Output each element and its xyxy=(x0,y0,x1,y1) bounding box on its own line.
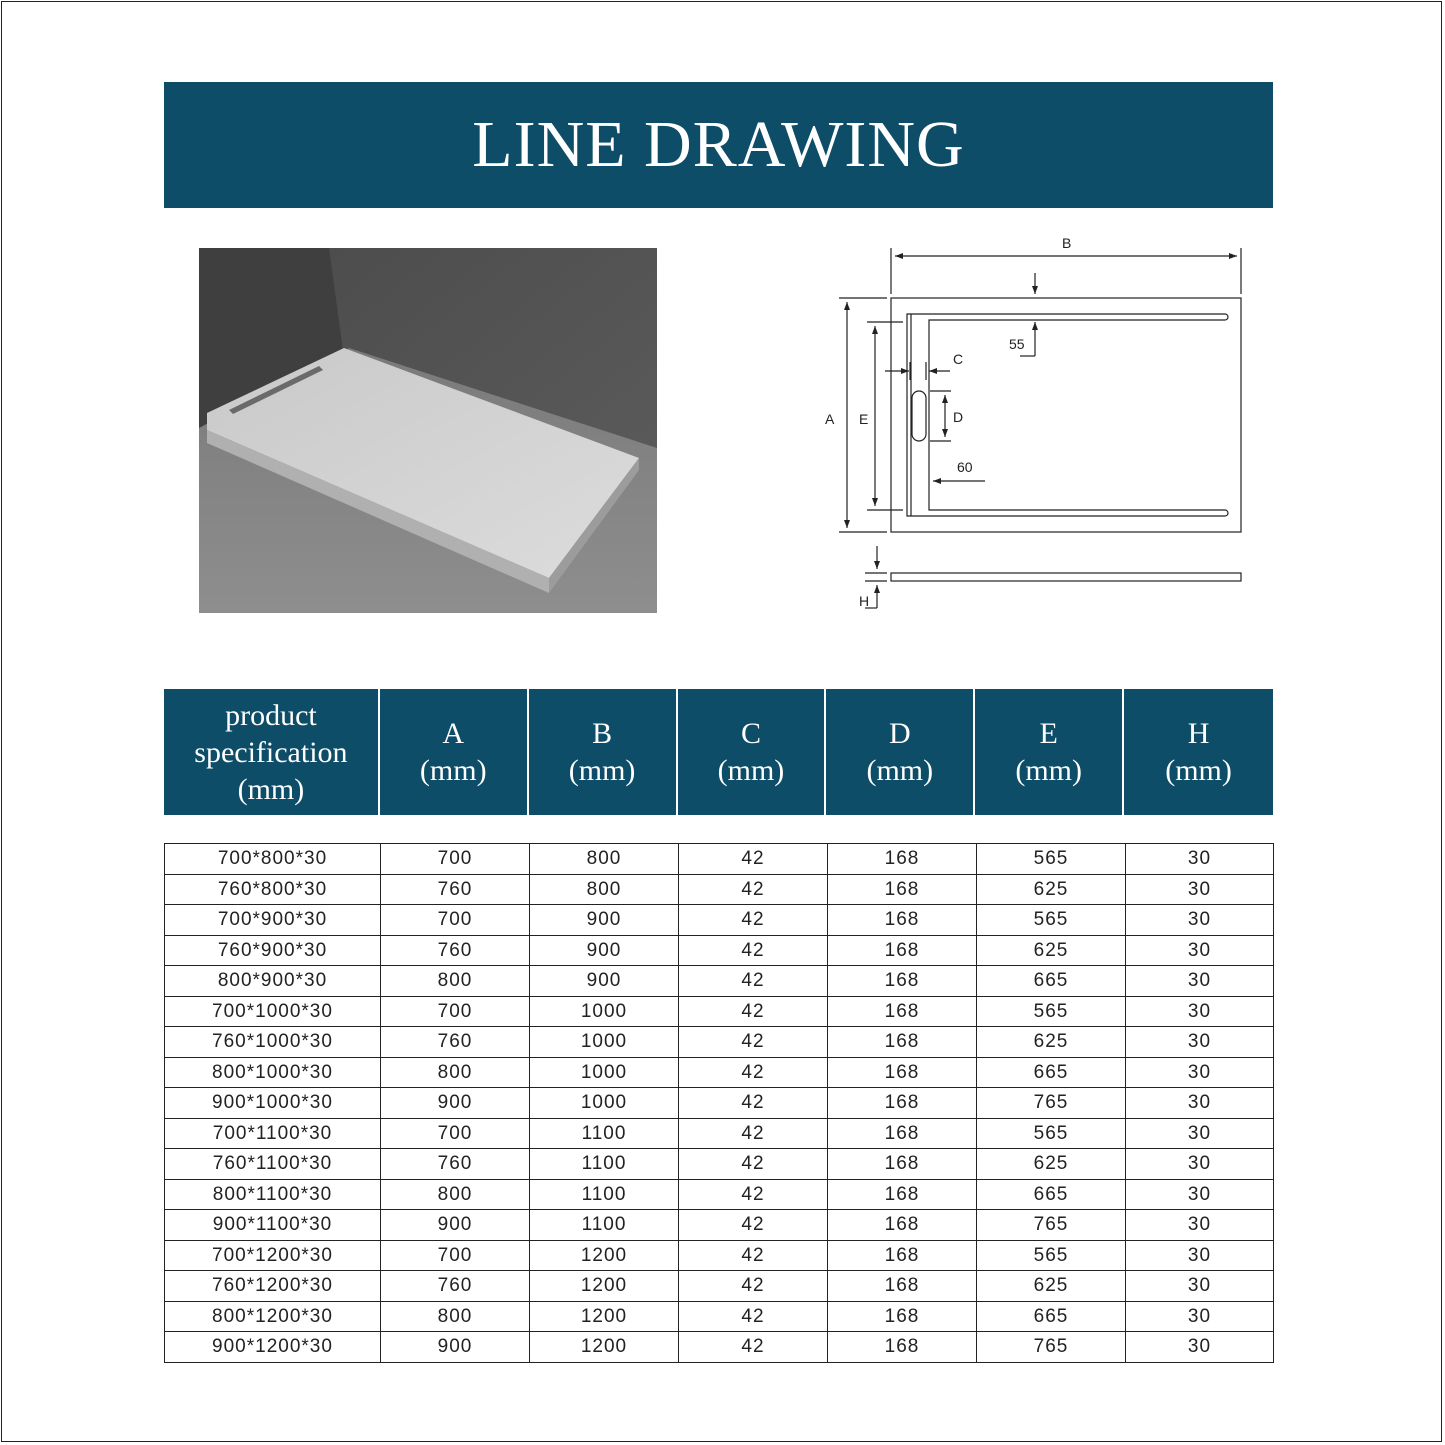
table-cell: 42 xyxy=(679,1149,828,1180)
table-cell: 168 xyxy=(828,1027,977,1058)
label-60: 60 xyxy=(957,459,973,475)
table-cell: 30 xyxy=(1126,1088,1274,1119)
table-row xyxy=(165,874,1274,905)
table-cell: 800 xyxy=(381,1301,530,1332)
table-cell: 1000 xyxy=(530,1027,679,1058)
label-55: 55 xyxy=(1009,336,1025,352)
table-cell: 565 xyxy=(977,905,1126,936)
table-cell: 800*1200*30 xyxy=(165,1301,381,1332)
header-c: C (mm) xyxy=(678,689,827,815)
line-drawing xyxy=(815,228,1255,618)
table-cell: 900 xyxy=(530,966,679,997)
table-cell: 168 xyxy=(828,905,977,936)
header-b: B (mm) xyxy=(529,689,678,815)
header-product-specification: product specification (mm) xyxy=(164,689,380,815)
table-cell: 1200 xyxy=(530,1332,679,1363)
table-cell: 42 xyxy=(679,1027,828,1058)
table-cell: 42 xyxy=(679,905,828,936)
table-cell: 900 xyxy=(530,905,679,936)
table-cell: 168 xyxy=(828,1179,977,1210)
table-cell: 900*1000*30 xyxy=(165,1088,381,1119)
table-cell: 900 xyxy=(381,1210,530,1241)
table-row xyxy=(165,1057,1274,1088)
table-cell: 30 xyxy=(1126,1271,1274,1302)
table-cell: 765 xyxy=(977,1332,1126,1363)
table-cell: 565 xyxy=(977,1118,1126,1149)
table-cell: 760 xyxy=(381,935,530,966)
table-row xyxy=(165,1179,1274,1210)
table-cell: 800*1000*30 xyxy=(165,1057,381,1088)
table-cell: 30 xyxy=(1126,1210,1274,1241)
table-row xyxy=(165,1088,1274,1119)
table-cell: 760 xyxy=(381,874,530,905)
table-cell: 765 xyxy=(977,1088,1126,1119)
title-banner xyxy=(164,82,1273,208)
label-h: H xyxy=(859,593,870,609)
table-cell: 42 xyxy=(679,844,828,875)
table-cell: 42 xyxy=(679,1057,828,1088)
table-cell: 700*800*30 xyxy=(165,844,381,875)
table-cell: 760*900*30 xyxy=(165,935,381,966)
table-cell: 30 xyxy=(1126,1179,1274,1210)
page-title: LINE DRAWING xyxy=(472,108,965,181)
header-e: E (mm) xyxy=(975,689,1124,815)
table-cell: 30 xyxy=(1126,1027,1274,1058)
table-row xyxy=(165,1332,1274,1363)
table-row xyxy=(165,844,1274,875)
table-cell: 168 xyxy=(828,966,977,997)
table-cell: 30 xyxy=(1126,1118,1274,1149)
table-cell: 1100 xyxy=(530,1118,679,1149)
table-cell: 30 xyxy=(1126,874,1274,905)
table-cell: 30 xyxy=(1126,1240,1274,1271)
table-cell: 625 xyxy=(977,874,1126,905)
table-cell: 1200 xyxy=(530,1271,679,1302)
table-row xyxy=(165,935,1274,966)
table-cell: 700 xyxy=(381,905,530,936)
table-cell: 42 xyxy=(679,874,828,905)
header-h: H (mm) xyxy=(1165,717,1232,787)
table-cell: 800 xyxy=(530,874,679,905)
table-cell: 168 xyxy=(828,844,977,875)
table-cell: 42 xyxy=(679,996,828,1027)
table-cell: 625 xyxy=(977,1271,1126,1302)
table-cell: 42 xyxy=(679,1240,828,1271)
table-cell: 1200 xyxy=(530,1240,679,1271)
table-cell: 42 xyxy=(679,1118,828,1149)
table-cell: 760*1100*30 xyxy=(165,1149,381,1180)
table-cell: 168 xyxy=(828,1088,977,1119)
table-cell: 168 xyxy=(828,1240,977,1271)
table-row xyxy=(165,996,1274,1027)
table-cell: 760 xyxy=(381,1027,530,1058)
spec-table xyxy=(164,843,1274,1363)
table-cell: 168 xyxy=(828,1118,977,1149)
table-cell: 625 xyxy=(977,1027,1126,1058)
table-cell: 700 xyxy=(381,1118,530,1149)
table-cell: 30 xyxy=(1126,1149,1274,1180)
table-cell: 30 xyxy=(1126,844,1274,875)
table-cell: 700 xyxy=(381,996,530,1027)
table-cell: 625 xyxy=(977,935,1126,966)
label-b: B xyxy=(1062,235,1072,251)
table-cell: 30 xyxy=(1126,1057,1274,1088)
table-cell: 1100 xyxy=(530,1210,679,1241)
table-cell: 30 xyxy=(1126,905,1274,936)
table-row xyxy=(165,905,1274,936)
table-row xyxy=(165,1240,1274,1271)
table-cell: 30 xyxy=(1126,935,1274,966)
table-cell: 800 xyxy=(530,844,679,875)
table-cell: 700*1100*30 xyxy=(165,1118,381,1149)
table-cell: 42 xyxy=(679,1332,828,1363)
table-cell: 168 xyxy=(828,996,977,1027)
table-cell: 800 xyxy=(381,966,530,997)
label-e: E xyxy=(859,411,869,427)
table-cell: 30 xyxy=(1126,1332,1274,1363)
table-cell: 168 xyxy=(828,1057,977,1088)
table-cell: 625 xyxy=(977,1149,1126,1180)
table-cell: 760*800*30 xyxy=(165,874,381,905)
table-row xyxy=(165,966,1274,997)
table-cell: 760 xyxy=(381,1149,530,1180)
table-cell: 700*1200*30 xyxy=(165,1240,381,1271)
table-cell: 42 xyxy=(679,1088,828,1119)
table-cell: 900 xyxy=(530,935,679,966)
table-row xyxy=(165,1027,1274,1058)
table-cell: 1000 xyxy=(530,1088,679,1119)
table-cell: 42 xyxy=(679,1301,828,1332)
table-cell: 900 xyxy=(381,1088,530,1119)
table-cell: 168 xyxy=(828,1271,977,1302)
table-row xyxy=(165,1301,1274,1332)
table-cell: 30 xyxy=(1126,1301,1274,1332)
label-d: D xyxy=(953,409,964,425)
table-row xyxy=(165,1271,1274,1302)
table-cell: 700 xyxy=(381,1240,530,1271)
table-cell: 42 xyxy=(679,1271,828,1302)
table-cell: 1100 xyxy=(530,1179,679,1210)
table-cell: 900*1200*30 xyxy=(165,1332,381,1363)
table-cell: 168 xyxy=(828,935,977,966)
table-cell: 665 xyxy=(977,1057,1126,1088)
table-cell: 760*1200*30 xyxy=(165,1271,381,1302)
table-cell: 800 xyxy=(381,1057,530,1088)
table-cell: 800*900*30 xyxy=(165,966,381,997)
table-cell: 42 xyxy=(679,1210,828,1241)
table-cell: 900*1100*30 xyxy=(165,1210,381,1241)
header-d: D (mm) xyxy=(826,689,975,815)
table-cell: 30 xyxy=(1126,996,1274,1027)
table-cell: 700*900*30 xyxy=(165,905,381,936)
table-cell: 900 xyxy=(381,1332,530,1363)
product-photo xyxy=(199,248,657,613)
label-c: C xyxy=(953,351,964,367)
label-a: A xyxy=(825,411,835,427)
table-cell: 168 xyxy=(828,1332,977,1363)
table-cell: 665 xyxy=(977,1301,1126,1332)
table-cell: 1100 xyxy=(530,1149,679,1180)
table-cell: 665 xyxy=(977,1179,1126,1210)
table-cell: 700*1000*30 xyxy=(165,996,381,1027)
table-cell: 1000 xyxy=(530,1057,679,1088)
table-cell: 765 xyxy=(977,1210,1126,1241)
table-cell: 800 xyxy=(381,1179,530,1210)
table-cell: 800*1100*30 xyxy=(165,1179,381,1210)
table-cell: 1200 xyxy=(530,1301,679,1332)
table-row xyxy=(165,1210,1274,1241)
table-cell: 168 xyxy=(828,1149,977,1180)
table-cell: 565 xyxy=(977,844,1126,875)
spec-table-header xyxy=(164,689,1273,815)
table-cell: 760*1000*30 xyxy=(165,1027,381,1058)
table-cell: 665 xyxy=(977,966,1126,997)
table-cell: 1000 xyxy=(530,996,679,1027)
table-cell: 168 xyxy=(828,874,977,905)
table-cell: 168 xyxy=(828,1210,977,1241)
table-cell: 565 xyxy=(977,996,1126,1027)
table-cell: 30 xyxy=(1126,966,1274,997)
table-cell: 168 xyxy=(828,1301,977,1332)
table-row xyxy=(165,1118,1274,1149)
table-cell: 42 xyxy=(679,966,828,997)
header-a: A (mm) xyxy=(380,689,529,815)
table-cell: 42 xyxy=(679,1179,828,1210)
table-row xyxy=(165,1149,1274,1180)
table-cell: 760 xyxy=(381,1271,530,1302)
table-cell: 42 xyxy=(679,935,828,966)
table-cell: 565 xyxy=(977,1240,1126,1271)
table-cell: 700 xyxy=(381,844,530,875)
